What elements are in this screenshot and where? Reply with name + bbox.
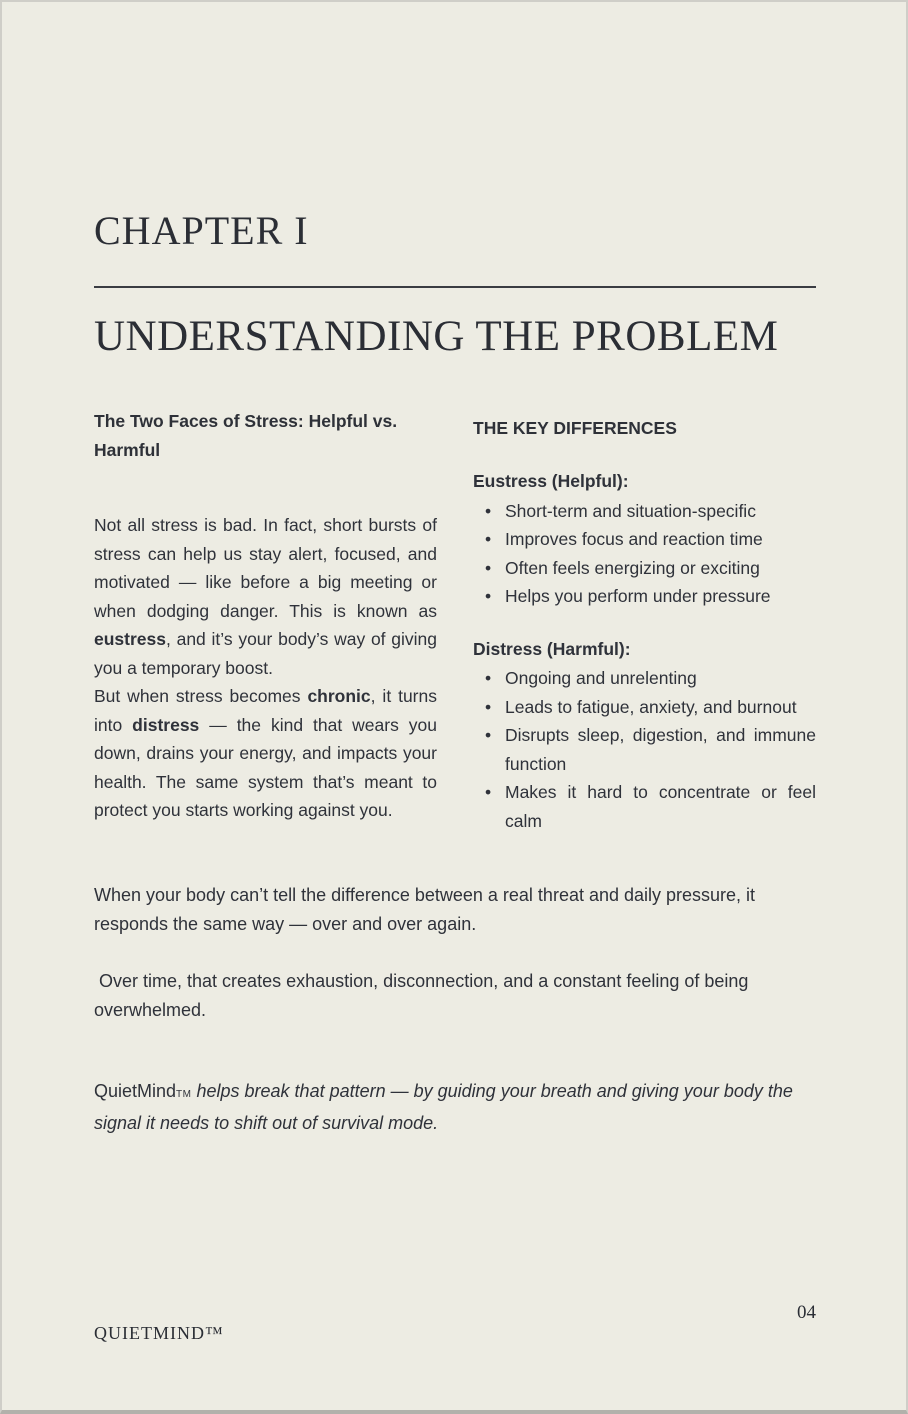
right-column-heading: THE KEY DIFFERENCES	[473, 418, 677, 439]
emphasis-chronic: chronic	[307, 686, 371, 707]
emphasis-eustress: eustress	[94, 629, 166, 650]
eustress-bullet-list	[473, 497, 816, 611]
brand-name: QuietMind	[94, 1081, 177, 1102]
emphasis-distress: distress	[132, 714, 200, 735]
page-title: UNDERSTANDING THE PROBLEM	[94, 313, 779, 360]
right-column	[473, 407, 816, 835]
paragraph-text: , it turns into	[94, 686, 437, 735]
left-column-paragraph-2	[94, 682, 437, 825]
summary-paragraph-3	[94, 1077, 816, 1138]
list-item: • Often feels energizing or exciting	[473, 554, 816, 583]
paragraph-text: Not all stress is bad. In fact, short bursts of stress can help us stay alert, focused, and motivated — like before a big meeting or when dodging danger. This is known as	[94, 515, 437, 621]
left-column-paragraph-1	[94, 511, 437, 682]
paragraph-text: helps break that pattern — by guiding your breath and giving your body the signal it needs to shift out of survival mode.	[94, 1081, 798, 1134]
list-item: • Leads to fatigue, anxiety, and burnout	[473, 693, 816, 722]
left-column-heading: The Two Faces of Stress: Helpful vs. Harmful	[94, 411, 398, 461]
page-number: 04	[797, 1302, 816, 1323]
subheading-eustress: Eustress (Helpful):	[473, 471, 629, 492]
paragraph-text: But when stress becomes	[94, 686, 308, 707]
summary-paragraph-1: When your body can’t tell the difference between a real threat and daily pressure, it responds the same way — over and over again.	[94, 885, 761, 935]
list-item: • Ongoing and unrelenting	[473, 664, 816, 693]
distress-bullet-list	[473, 664, 816, 835]
paragraph-text: — the kind that wears you down, drains your energy, and impacts your health. The same system that’s meant to protect you starts working against you.	[94, 714, 437, 821]
subheading-distress: Distress (Harmful):	[473, 638, 631, 659]
paragraph-text: , and it’s your body’s way of giving you a temporary boost.	[94, 629, 437, 678]
chapter-label: CHAPTER I	[94, 208, 309, 253]
summary-paragraph-2: Over time, that creates exhaustion, disconnection, and a constant feeling of being overwhelmed.	[94, 971, 754, 1021]
left-column	[94, 407, 437, 835]
section-divider	[94, 286, 816, 288]
list-item: • Improves focus and reaction time	[473, 525, 816, 554]
list-item: • Disrupts sleep, digestion, and immune function	[473, 721, 816, 778]
footer-brand: QUIETMIND™	[94, 1323, 224, 1343]
page-content	[2, 2, 906, 1138]
two-column-layout	[94, 407, 816, 835]
list-item: • Makes it hard to concentrate or feel calm	[473, 778, 816, 835]
bottom-section	[94, 881, 816, 1138]
list-item: • Short-term and situation-specific	[473, 497, 816, 526]
trademark-mark: TM	[176, 1089, 192, 1101]
list-item: • Helps you perform under pressure	[473, 582, 816, 611]
